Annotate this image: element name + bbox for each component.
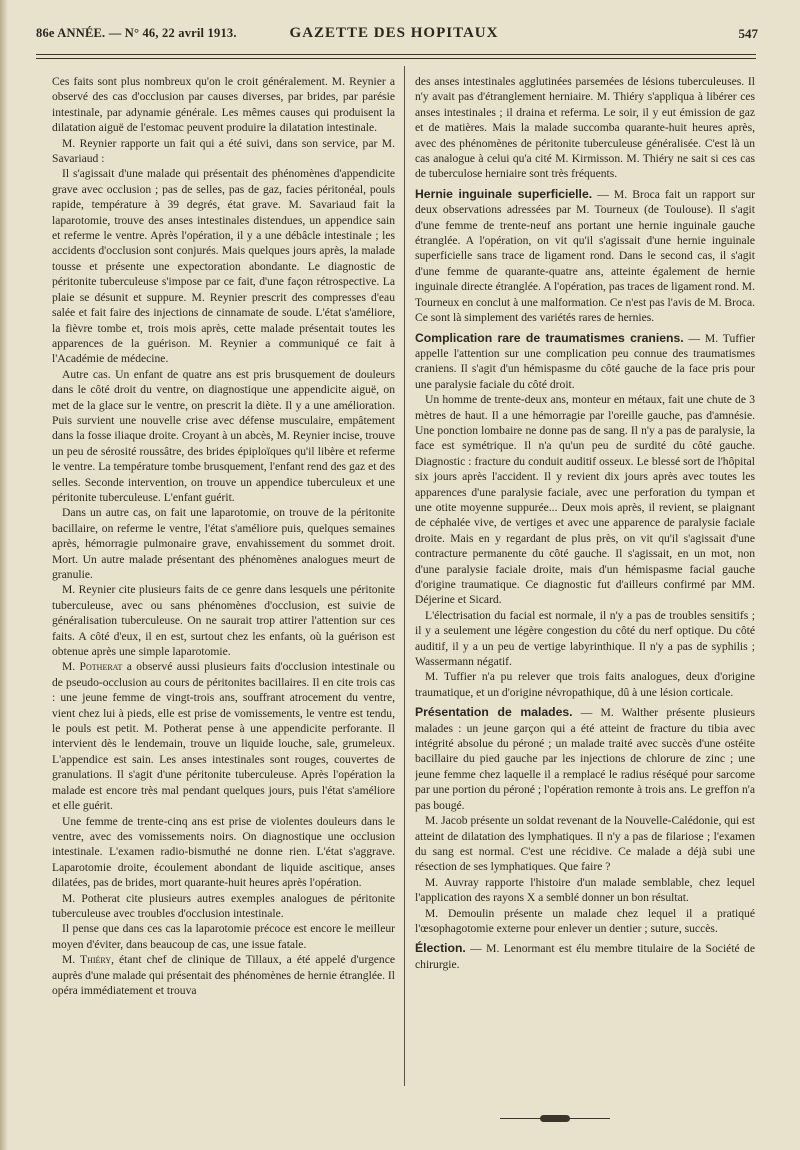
- paragraph-text: M. Tuffier n'a pu relever que trois faits analogues, deux d'origine traumatique, et un d'origine névropathique, dû à une lésion corticale.: [415, 670, 755, 699]
- paragraph-text: Un homme de trente-deux ans, monteur en métaux, fait une chute de 3 mètres de haut. Il a une hémorragie par l'oreille gauche, pas d'amnésie. Une ponction lombaire ne donne pas de sang. Il n'y a pas de paralysie, la face est symétrique. Il n'a qu'un peu de surdité du côté gauche. Diagnostic : fracture du conduit auditif osseux. Le blessé sort de l'hôpital six jours après l'accident. Il y revient dix jours après avec toutes les apparences d'une paralysie faciale, avec une perforation du tympan et une otite moyenne suppurée... Deux mois après, il revient, se plaignant de céphalée vive, de vertiges et avec une apparence de paralysie faciale droite. Mais en y regardant de plus près, on vit qu'il s'agissait d'une contracture permanente du côté gauche. Il s'agissait, en un mot, non d'une paralysie faciale droite, mais d'un hémispasme facial gauche d'origine traumatique. Ce diagnostic fut d'ailleurs confirmé par MM. Déjerine et Sicard.: [415, 393, 755, 607]
- section-heading: Présentation de malades.: [415, 705, 573, 720]
- paragraph: [52, 166, 395, 366]
- paragraph-text: Il s'agissait d'une malade qui présentait des phénomènes d'appendicite grave avec occlusion ; pas de selles, pas de gaz, facies péritonéal, pouls rapide, température à 39 degrés, état grave. M. Savariaud fait la laparotomie, trouve des anses intestinales distendues, un appendice sain et referme le ventre. Après l'opération, il y a une débâcle intestinale ; les accidents d'occlusion sont conjurés. Mais quelques jours après, la malade tousse et présente une expectoration abondante. Le diagnostic de péritonite tuberculeuse s'impose par ce fait, d'une façon rétrospective. La plaie se désunit et suppure. M. Reynier prescrit des compresses d'eau salée et fait faire des injections de cinnamate de soude. L'état s'améliore, la fièvre tombe et, trois mois après, cette malade présentait toutes les apparences de la guérison. M. Reynier a communiqué ce fait à l'Académie de médecine.: [52, 167, 395, 366]
- paragraph: [415, 669, 755, 700]
- paragraph-text: M. Potherat cite plusieurs autres exemples analogues de péritonite tuberculeuse avec troubles d'occlusion intestinale.: [52, 891, 395, 920]
- left-column: [52, 74, 395, 1134]
- section-heading: Élection.: [415, 941, 466, 956]
- paragraph: [52, 891, 395, 922]
- right-column: [415, 74, 755, 1134]
- paragraph-text: M. Auvray rapporte l'histoire d'un malade semblable, chez lequel l'application des rayons X a semblé donner un bon résultat.: [415, 875, 755, 905]
- header-rule-double: [36, 58, 756, 59]
- paragraph: [52, 136, 395, 167]
- paragraph-text: — M. Tuffier appelle l'attention sur une complication peu connue des traumatismes craniens. Il s'agit d'un hémispasme du côté gauche de la face pris pour une paralysie faciale du côté droit.: [415, 331, 755, 391]
- paragraph-text: Dans un autre cas, on fait une laparotomie, on trouve de la péritonite bacillaire, on referme le ventre, l'état s'améliore puis, quelques semaines après, hémorragie pulmonaire grave, envahissement du sommet droit. Mort. Un autre malade présentant des phénomènes analogues meurt de granulie.: [52, 506, 395, 581]
- paragraph-text: M. Demoulin présente un malade chez lequel il a pratiqué l'œsophagotomie externe pour enlever un dentier ; suture, succès.: [415, 906, 755, 935]
- paragraph: [52, 921, 395, 952]
- paragraph-text: Ces faits sont plus nombreux qu'on le croit généralement. M. Reynier a observé des cas d'occlusion par causes diverses, par brides, par parésie intestinale, par adynamie générale. Les mêmes causes qui produisent la dilatation aiguë de l'estomac peuvent produire la dilatation intestinale.: [52, 75, 395, 135]
- paragraph-text: — M. Broca fait un rapport sur deux observations adressées par M. Tourneux (de Toulouse). Il s'agit d'une femme de trente-neuf ans portant une hernie inguinale gauche étranglée. A l'opération, on vit qu'il s'agissait d'une hernie inguinale superficielle sans trace de ligament rond. Dans le second cas, il s'agit d'une femme de quarante-quatre ans, atteinte également de hernie inguinale directe étranglée. A l'opération, pas traces de ligament rond. M. Tourneux en conclut à une malformation. Ce n'est pas l'avis de M. Broca. Ce sont là simplement des variétés rares de hernies.: [415, 187, 755, 325]
- paragraph-text: a observé aussi plusieurs faits d'occlusion intestinale ou de pseudo-occlusion au cours de péritonites bacillaires. Il en cite trois cas : une jeune femme de vingt-trois ans, souffrant atrocement du ventre, vient chez lui à pieds, elle est prise de vomissements, le ventre est tendu, le pouls est petit. M. Potherat pense à une appendicite perforante. Il intervient dès le lendemain, trouve un liquide louche, sale, grumeleux. L'appendice est sain. Les anses intestinales sont rouges, couvertes de granulations. Il s'agit d'une péritonite tuberculeuse. Après l'opération la malade est encore très mal pendant quelques jours, puis l'état s'améliore et elle guérit.: [52, 660, 395, 813]
- paragraph: [52, 814, 395, 891]
- paragraph: [52, 505, 395, 582]
- paragraph-text: Une femme de trente-cinq ans est prise de violentes douleurs dans le ventre, avec des vomissements noirs. On diagnostique une occlusion intestinale. L'examen radio-bismuthé ne donne rien. L'état s'aggrave. Laparotomie droite, écoulement abondant de liquide ascitique, anses dilatées, pas de brides, mort quarante-huit heures après l'opération.: [52, 814, 395, 890]
- issue-info: 86e ANNÉE. — N° 46, 22 avril 1913.: [36, 26, 237, 40]
- column-divider: [404, 66, 405, 1086]
- paragraph: [415, 906, 755, 937]
- paragraph-text: Autre cas. Un enfant de quatre ans est pris brusquement de douleurs dans le côté droit du ventre, on diagnostique une appendicite aiguë, on met de la glace sur le ventre, on prescrit la diète. Il y a une amélioration. Puis survient une nouvelle crise avec défense musculaire, empâtement dans la fosse iliaque droite. Croyant à un abcès, M. Reynier incise, trouve un peu de sérosité roussâtre, des brides épiploïques qu'il libère et referme le ventre. La température tombe brusquement, l'enfant rend des gaz et des selles. Seconde intervention, on trouve un appendice tuberculeux et une péritonite tuberculeuse. L'enfant guérit.: [52, 367, 395, 504]
- section-heading: Complication rare de traumatismes craniens.: [415, 330, 684, 345]
- article-end-ornament: [500, 1115, 610, 1123]
- paragraph: [415, 875, 755, 906]
- paragraph: [52, 659, 395, 813]
- section-paragraph: [415, 187, 755, 326]
- paragraph: [52, 582, 395, 659]
- section-paragraph: [415, 331, 755, 393]
- page-binding-shadow: [0, 0, 8, 1150]
- paragraph: [52, 952, 395, 998]
- speaker-name: M. Potherat: [62, 660, 123, 674]
- paragraph-text: M. Reynier rapporte un fait qui a été suivi, dans son service, par M. Savariaud :: [52, 136, 395, 166]
- paragraph: [415, 813, 755, 875]
- paragraph-text: Il pense que dans ces cas la laparotomie précoce est encore le meilleur moyen d'éviter, dans beaucoup de cas, une issue fatale.: [52, 922, 395, 951]
- paragraph: [52, 367, 395, 506]
- speaker-name: M. Thiéry: [62, 953, 112, 967]
- paragraph-text: — M. Walther présente plusieurs malades : un jeune garçon qui a été atteint de fracture du tibia avec intégrité absolue du péroné ; un malade traité avec succès d'une ostéite bacillaire du pied gauche par les injections de chlorure de zinc ; une jeune femme chez laquelle il a remplacé le radius réséqué pour sarcome par une portion du péroné ; l'opération remonte à trois ans. Le greffon n'a pas bougé.: [415, 706, 755, 812]
- paragraph: [415, 74, 755, 182]
- paragraph-text: — M. Lenormant est élu membre titulaire de la Société de chirurgie.: [415, 942, 755, 971]
- paragraph: [415, 608, 755, 670]
- section-paragraph: [415, 705, 755, 813]
- section-heading: Hernie inguinale superficielle.: [415, 186, 593, 201]
- header-rule: [36, 54, 756, 55]
- paragraph-text: M. Reynier cite plusieurs faits de ce genre dans lesquels une péritonite tuberculeuse, avec ou sans phénomènes d'occlusion, est suivie de généralisation tuberculeuse. On ne saurait trop attirer l'attention sur ces faits. A côté d'eux, il en est, surtout chez les enfants, où la guérison est obtenue après une simple laparotomie.: [52, 583, 395, 659]
- section-paragraph: [415, 941, 755, 972]
- paragraph: [415, 392, 755, 608]
- journal-title: GAZETTE DES HOPITAUX: [289, 25, 499, 41]
- page-number: 547: [738, 26, 758, 41]
- paragraph-text: , étant chef de clinique de Tillaux, a été appelé d'urgence auprès d'une malade qui présentait des phénomènes de hernie étranglée. Il opéra immédiatement et trouva: [52, 953, 395, 997]
- paragraph: [52, 74, 395, 136]
- paragraph-text: M. Jacob présente un soldat revenant de la Nouvelle-Calédonie, qui est atteint de dilatation des lymphatiques. Il n'y a pas de filariose ; l'examen du sang est normal. C'est une récidive. Ce malade a déjà subi une résection de ses lymphatiques. Que faire ?: [415, 814, 755, 874]
- paragraph-text: L'électrisation du facial est normale, il n'y a pas de troubles sensitifs ; il y a seulement une légère congestion du côté du nerf optique. Du côté auditif, il y a un peu de vertige labyrinthique. Il n'y a pas de syphilis ; Wassermann négatif.: [415, 608, 755, 669]
- paragraph-text: des anses intestinales agglutinées parsemées de lésions tuberculeuses. Il n'y avait pas d'étranglement herniaire. M. Thiéry s'appliqua à libérer ces anses intestinales ; il draina et referma. Le soir, il y eut émission de gaz et de matières. Mais la malade succomba quarante-huit heures après, avec des phénomènes de péritonite tuberculeuse généralisée. C'est là un cas analogue à celui qu'a cité M. Kirmisson. M. Thiéry ne sait si ces cas de tuberculose herniaire sont très fréquents.: [415, 75, 755, 181]
- page-header: [30, 22, 758, 48]
